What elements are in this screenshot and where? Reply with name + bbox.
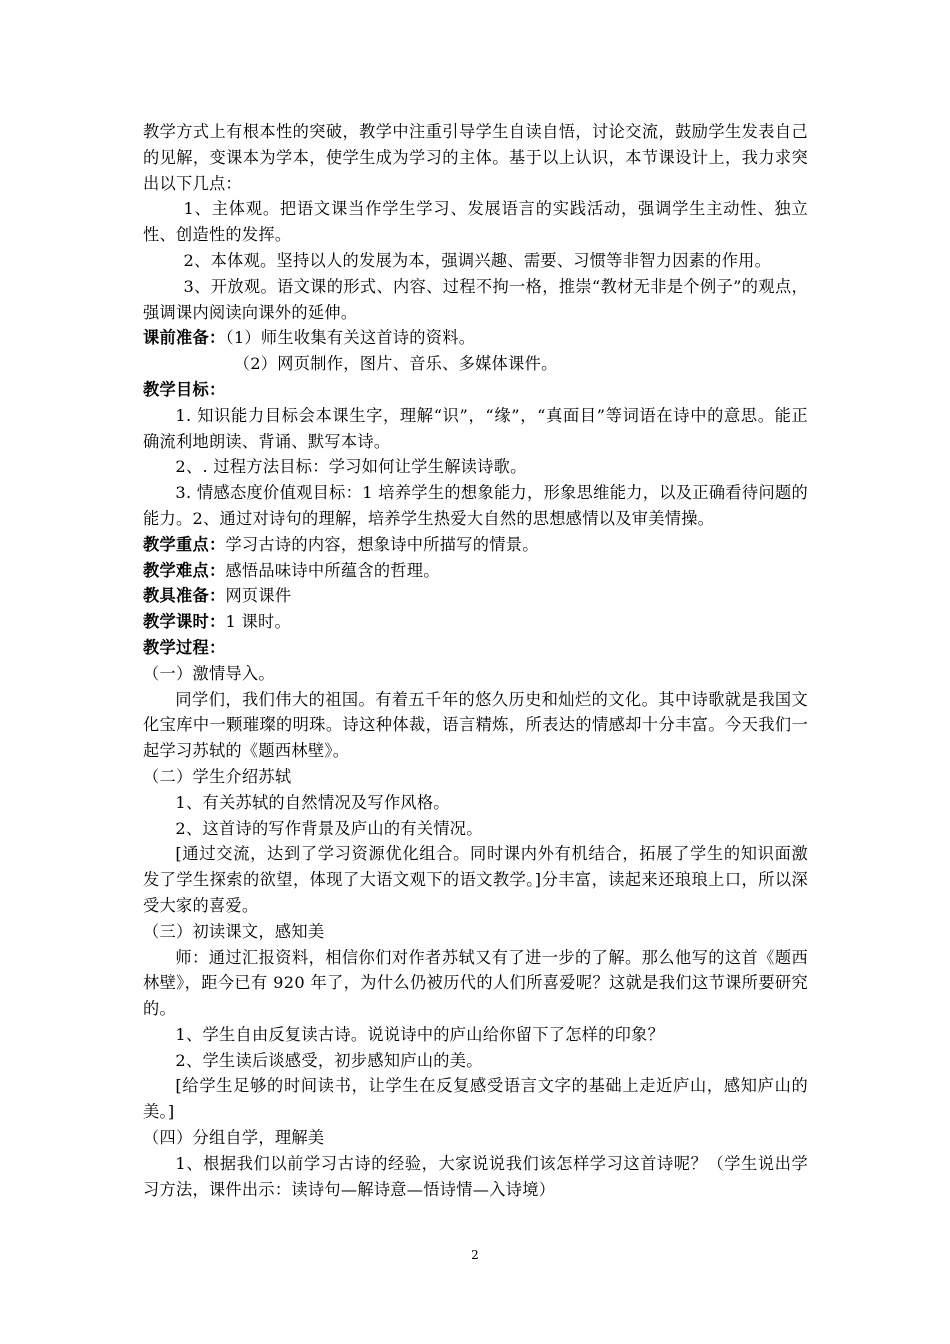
- key-label: 教学重点：: [143, 534, 226, 554]
- prep-item-2: （2）网页制作，图片、音乐、多媒体课件。: [233, 354, 558, 374]
- document-body: [143, 119, 808, 1202]
- goal-1: 1. 知识能力目标会本课生字，理解“识”，“缘”，“真面目”等词语在诗中的意思。能正确流利地朗读、背诵、默写本诗。: [143, 405, 808, 451]
- section-1-title: （一）激情导入。: [143, 663, 275, 683]
- point-open-view: 3、开放观。语文课的形式、内容、过程不拘一格，推崇“教材无非是个例子”的观点，强调课内阅读向课外的延伸。: [143, 276, 808, 322]
- section-3-title: （三）初读课文，感知美: [143, 921, 325, 941]
- prep-line: [143, 325, 808, 351]
- difficulty-label: 教学难点：: [143, 560, 226, 580]
- section-2-item-2: 2、这首诗的写作背景及庐山的有关情况。: [175, 818, 483, 838]
- goals-label: 教学目标：: [143, 379, 226, 399]
- section-3-note: [给学生足够的时间读书，让学生在反复感受语言文字的基础上走近庐山，感知庐山的美。]: [143, 1076, 808, 1122]
- hours-text: 1 课时。: [225, 612, 291, 632]
- prep-item-1: （1）师生收集有关这首诗的资料。: [225, 328, 476, 348]
- section-3-item-2: 2、学生读后谈感受，初步感知庐山的美。: [175, 1050, 483, 1070]
- process-label: 教学过程：: [143, 637, 226, 657]
- difficulty-text: 感悟品味诗中所蕴含的哲理。: [225, 560, 440, 580]
- intro-paragraph: 教学方式上有根本性的突破，教学中注重引导学生自读自悟，讨论交流，鼓励学生发表自己的见解，变课本为学本，使学生成为学习的主体。基于以上认识，本节课设计上，我力求突出以下几点：: [143, 122, 808, 193]
- key-line: [143, 532, 808, 558]
- section-4-title: （四）分组自学，理解美: [143, 1128, 325, 1148]
- hours-line: [143, 609, 808, 635]
- section-2-note: [通过交流，达到了学习资源优化组合。同时课内外有机结合，拓展了学生的知识面激发了学生探索的欲望，体现了大语文观下的语文教学。]分丰富，读起来还琅琅上口，所以深受大家的喜爱。: [143, 844, 808, 915]
- section-1-paragraph: 同学们，我们伟大的祖国。有着五千年的悠久历史和灿烂的文化。其中诗歌就是我国文化宝库中一颗璀璨的明珠。诗这种体裁，语言精炼，所表达的情感却十分丰富。今天我们一起学习苏轼的《题西林壁》。: [143, 689, 808, 761]
- tools-label: 教具准备：: [143, 586, 226, 606]
- difficulty-line: [143, 558, 808, 584]
- prep-label: 课前准备：: [143, 328, 226, 348]
- point-ontology-view: 2、本体观。坚持以人的发展为本，强调兴趣、需要、习惯等非智力因素的作用。: [183, 250, 772, 270]
- section-2-title: （二）学生介绍苏轼: [143, 766, 292, 786]
- section-3-paragraph: 师：通过汇报资料，相信你们对作者苏轼又有了进一步的了解。那么他写的这首《题西林壁》，距今已有 920 年了，为什么仍被历代的人们所喜爱呢？这就是我们这节课所要研究的。: [143, 947, 808, 1019]
- goal-2: 2、. 过程方法目标：学习如何让学生解读诗歌。: [175, 457, 527, 477]
- tools-text: 网页课件: [225, 586, 292, 606]
- tools-line: [143, 583, 808, 609]
- section-3-item-1: 1、学生自由反复读古诗。说说诗中的庐山给你留下了怎样的印象？: [175, 1024, 665, 1044]
- section-4-item-1: 1、根据我们以前学习古诗的经验，大家说说我们该怎样学习这首诗呢？（学生说出学习方法，课件出示：读诗句—解诗意—悟诗情—入诗境）: [143, 1153, 808, 1199]
- section-2-item-1: 1、有关苏轼的自然情况及写作风格。: [175, 792, 450, 812]
- point-subject-view: 1、主体观。把语文课当作学生学习、发展语言的实践活动，强调学生主动性、独立性、创造性的发挥。: [143, 199, 808, 245]
- page-number: 2: [471, 1248, 479, 1262]
- goal-3: 3. 情感态度价值观目标：1 培养学生的想象能力，形象思维能力，以及正确看待问题的能力。2、通过对诗句的理解，培养学生热爱大自然的思想感情以及审美情操。: [143, 483, 808, 528]
- key-text: 学习古诗的内容，想象诗中所描写的情景。: [225, 534, 539, 554]
- hours-label: 教学课时：: [143, 612, 226, 632]
